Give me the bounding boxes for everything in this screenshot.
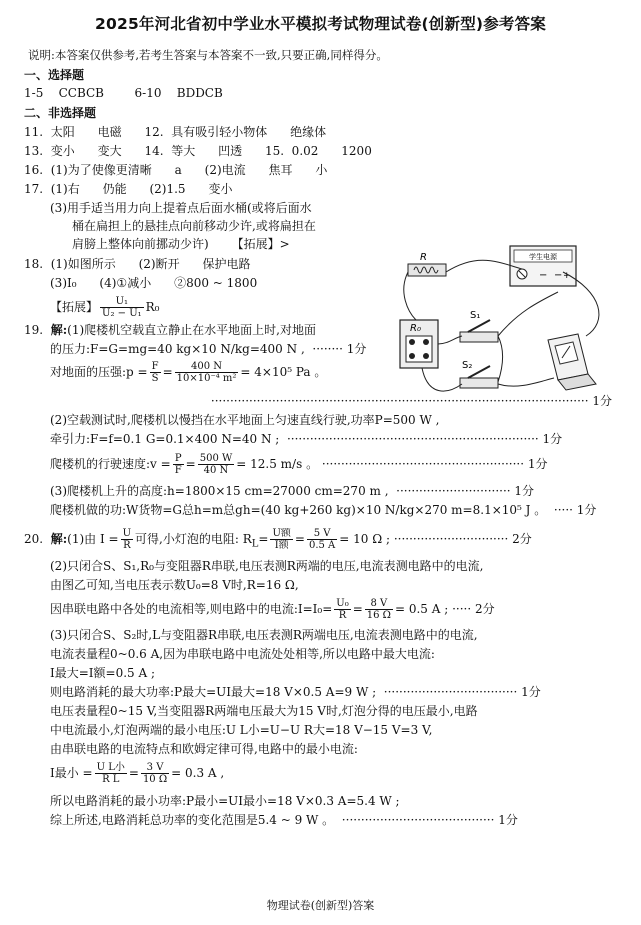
numerator: P <box>173 453 184 465</box>
denominator: 10 Ω <box>142 774 168 785</box>
answer-20-current: 因串联电路中各处的电流相等,则电路中的电流:I=I₀= $\frac{\text{U₀}}{R}$ = $\frac{8 V}{16 \Omega}$ = 0.5 A ; ····· 2分 <box>50 598 495 621</box>
numerator: U <box>122 528 132 539</box>
answer-17-line2: (3)用手适当用力向上提着点后面水桶(或将后面水 <box>50 201 312 215</box>
mc-answers <box>24 85 223 101</box>
fraction-numerator: U₁ <box>100 296 144 308</box>
answer-20-line7: I最大=I额=0.5 A ; <box>50 666 156 680</box>
answer-11-12: 11. 太阳 电磁 12. 具有吸引轻小物体 绝缘体 <box>24 125 327 139</box>
mc-range-2: 6-10 <box>134 86 162 100</box>
answer-20-line10: 中电流最小,灯泡两端的最小电压:U L小=U−U R大=18 V−15 V=3 V, <box>50 723 433 737</box>
section-1-heading: 一、选择题 <box>24 68 85 82</box>
speed-label: 爬楼机的行驶速度:v = <box>50 457 171 471</box>
numerator: 3 V <box>141 762 169 774</box>
answer-19-line1 <box>24 322 316 338</box>
fraction-3v-over-10 <box>141 762 169 785</box>
denominator: 10×10⁻⁴ m² <box>176 373 237 384</box>
answer-19-score-1: ··································································································· 1分 <box>210 394 612 408</box>
answer-18-line1: 18. (1)如图所示 (2)断开 保护电路 <box>24 257 251 271</box>
meter <box>548 334 596 390</box>
answer-20-line6: 电流表量程0~0.6 A,因为串联电路中电流处处相等,所以电路中最大电流: <box>50 647 435 661</box>
answer-20-line14: 综上所述,电路消耗总功率的变化范围是5.4 ~ 9 W 。 ········································ 1分 <box>50 813 518 827</box>
numerator: 400 N <box>175 361 239 373</box>
answer-17-line4: 肩膀上整体向前挪动少许) 【拓展】> <box>72 237 290 251</box>
power-supply <box>510 246 576 286</box>
switch-s2 <box>460 360 498 388</box>
denominator: 40 N <box>203 465 229 476</box>
denominator: F <box>174 465 182 476</box>
current-result: = 0.5 A ; ····· 2分 <box>394 602 495 616</box>
answer-19-line2: 的压力:F=G=mg=40 kg×10 N/kg=400 N , ········ 1分 <box>50 342 367 356</box>
fraction-ul-over-rl <box>95 762 127 785</box>
answer-20-line1: 20. 解:(1)由 I = $\frac{U}{R}$ 可得,小灯泡的电阻: $R_L=$ $\frac{\text{U额}}{\text{I额}}$ = $\frac{5 V}{0.5 A}$ = 10 Ω ; ······························ 2分 <box>24 528 532 551</box>
page-title: 2025年河北省初中学业水平模拟考试物理试卷(创新型)参考答案 <box>94 15 546 33</box>
numerator: U₀ <box>336 598 349 609</box>
fraction-500-over-40 <box>198 453 235 476</box>
numerator: F <box>151 361 159 372</box>
answer-20-line2: (2)只闭合S、S₁,R₀与变阻器R串联,电压表测R两端的电压,电流表测电路中的电流, <box>50 559 484 573</box>
denominator: R <box>123 540 131 551</box>
supply-label: 学生电源 <box>529 253 557 261</box>
denominator: 0.5 A <box>308 540 336 551</box>
numerator: 5 V <box>307 528 337 540</box>
answer-20-line3: 由图乙可知,当电压表示数U₀=8 V时,R=16 Ω, <box>50 578 299 592</box>
pressure-label: 对地面的压强:p = <box>50 365 148 379</box>
q19-text: (1)爬楼机空载直立静止在水平地面上时,对地面 <box>67 323 316 337</box>
numerator: U额 <box>272 528 291 539</box>
speed-result: = 12.5 m/s 。 ····················································· 1分 <box>236 457 548 471</box>
resistor-r0 <box>400 320 438 368</box>
extension-r0: R₀ <box>145 300 160 314</box>
svg-text:+: + <box>563 271 571 281</box>
switch-s1 <box>460 310 498 342</box>
fraction-400-over-area <box>175 361 239 384</box>
min-current-label: I最小 = <box>50 766 93 780</box>
denominator: 16 Ω <box>366 610 391 621</box>
r0-label: R₀ <box>410 323 421 334</box>
numerator: U L小 <box>96 762 125 773</box>
s1-label: S₁ <box>470 310 481 321</box>
fraction-u0-over-r <box>334 598 350 621</box>
answer-20-line9: 电压表量程0~15 V,当变阻器R两端电压最大为15 V时,灯泡分得的电压最小,电路 <box>50 704 478 718</box>
answer-20-line8: 则电路消耗的最大功率:P最大=UI最大=18 V×0.5 A=9 W ; ··································· 1分 <box>50 685 541 699</box>
fraction-5v-over-05a <box>307 528 337 551</box>
svg-text:−: − <box>554 270 563 281</box>
q20-number: 20. <box>24 532 44 546</box>
mc-answer-2: BDDCB <box>176 86 223 100</box>
svg-text:−: − <box>539 270 548 281</box>
note: 说明:本答案仅供参考,若考生答案与本答案不一致,只要正确,同样得分。 <box>28 48 388 62</box>
answer-20-min-current: I最小 = $\frac{\text{U L小}}{\text{R L}}$ = $\frac{3 V}{10 \Omega}$ = 0.3 A , <box>50 762 225 785</box>
answer-13-15: 13. 变小 变大 14. 等大 凹透 15. 0.02 1200 <box>24 144 372 158</box>
answer-17-line1: 17. (1)右 仍能 (2)1.5 变小 <box>24 182 233 196</box>
q20-text-b: 可得,小灯泡的电阻: R <box>135 532 252 546</box>
q20-result-a: = 10 Ω ; ······························ 2分 <box>339 532 532 546</box>
q19-number: 19. <box>24 323 44 337</box>
fraction-rated <box>270 528 292 551</box>
answer-17-line3: 桶在扁担上的悬挂点向前移动少许,或将扁担在 <box>72 219 316 233</box>
fraction-denominator: U₂ − U₁ <box>102 308 142 319</box>
denominator: R L <box>102 774 120 785</box>
q20-solve-label: 解: <box>50 532 68 546</box>
pressure-result: = 4×10⁵ Pa 。 <box>240 365 327 379</box>
min-current-result: = 0.3 A , <box>171 766 225 780</box>
denominator: I额 <box>274 540 289 551</box>
answer-19-speed: 爬楼机的行驶速度:v = $\frac{P}{F}$ = $\frac{500 W}{40 N}$ = 12.5 m/s 。 ····················································· 1分 <box>50 453 548 476</box>
fraction-u1-over-u2-u1 <box>100 296 144 319</box>
q20-text-a: (1)由 I = <box>67 532 119 546</box>
answer-16: 16. (1)为了使像更清晰 a (2)电流 焦耳 小 <box>24 163 328 177</box>
answer-19-pressure <box>50 361 326 384</box>
s2-label: S₂ <box>462 360 473 371</box>
mc-answer-1: CCBCB <box>58 86 104 100</box>
numerator: 8 V <box>365 598 393 610</box>
extension-label: 【拓展】 <box>50 300 99 314</box>
answer-18-extension <box>50 296 159 319</box>
answer-20-line13: 所以电路消耗的最小功率:P最小=UI最小=18 V×0.3 A=5.4 W ; <box>50 794 400 808</box>
equals: = <box>162 365 173 379</box>
q19-solve-label: 解: <box>50 323 68 337</box>
circuit-figure <box>398 232 623 407</box>
fraction-f-over-s <box>150 361 161 384</box>
answer-19-line9: 爬楼机做的功:W货物=G总h=m总gh=(40 kg+260 kg)×10 N/kg×270 m=8.1×10⁵ J 。 ····· 1分 <box>50 503 597 517</box>
numerator: 500 W <box>199 453 233 464</box>
denominator: R <box>338 610 347 621</box>
current-label: 因串联电路中各处的电流相等,则电路中的电流:I=I₀= <box>50 602 333 616</box>
mc-range-1: 1-5 <box>24 86 44 100</box>
answer-19-line6: 牵引力:F=f=0.1 G=0.1×400 N=40 N ; ·································································· 1分 <box>50 432 563 446</box>
section-2-heading: 二、非选择题 <box>24 106 97 120</box>
answer-18-line2: (3)I₀ (4)①减小 ②800 ~ 1800 <box>50 276 258 290</box>
fraction-u-over-r <box>121 528 133 551</box>
r-label: R <box>420 252 427 263</box>
resistor-r <box>408 252 446 276</box>
fraction-8v-over-16 <box>365 598 393 621</box>
answer-20-line5: (3)只闭合S、S₂时,L与变阻器R串联,电压表测R两端电压,电流表测电路中的电流, <box>50 628 478 642</box>
fraction-p-over-f <box>173 453 184 476</box>
answer-19-line5: (2)空载测试时,爬楼机以慢挡在水平地面上匀速直线行驶,功率P=500 W , <box>50 413 440 427</box>
answer-20-line11: 由串联电路的电流特点和欧姆定律可得,电路中的最小电流: <box>50 742 358 756</box>
denominator: S <box>151 373 159 384</box>
answer-19-line8: (3)爬楼机上升的高度:h=1800×15 cm=27000 cm=270 m , ······························ 1分 <box>50 484 535 498</box>
page-footer: 物理试卷(创新型)答案 <box>266 899 375 912</box>
